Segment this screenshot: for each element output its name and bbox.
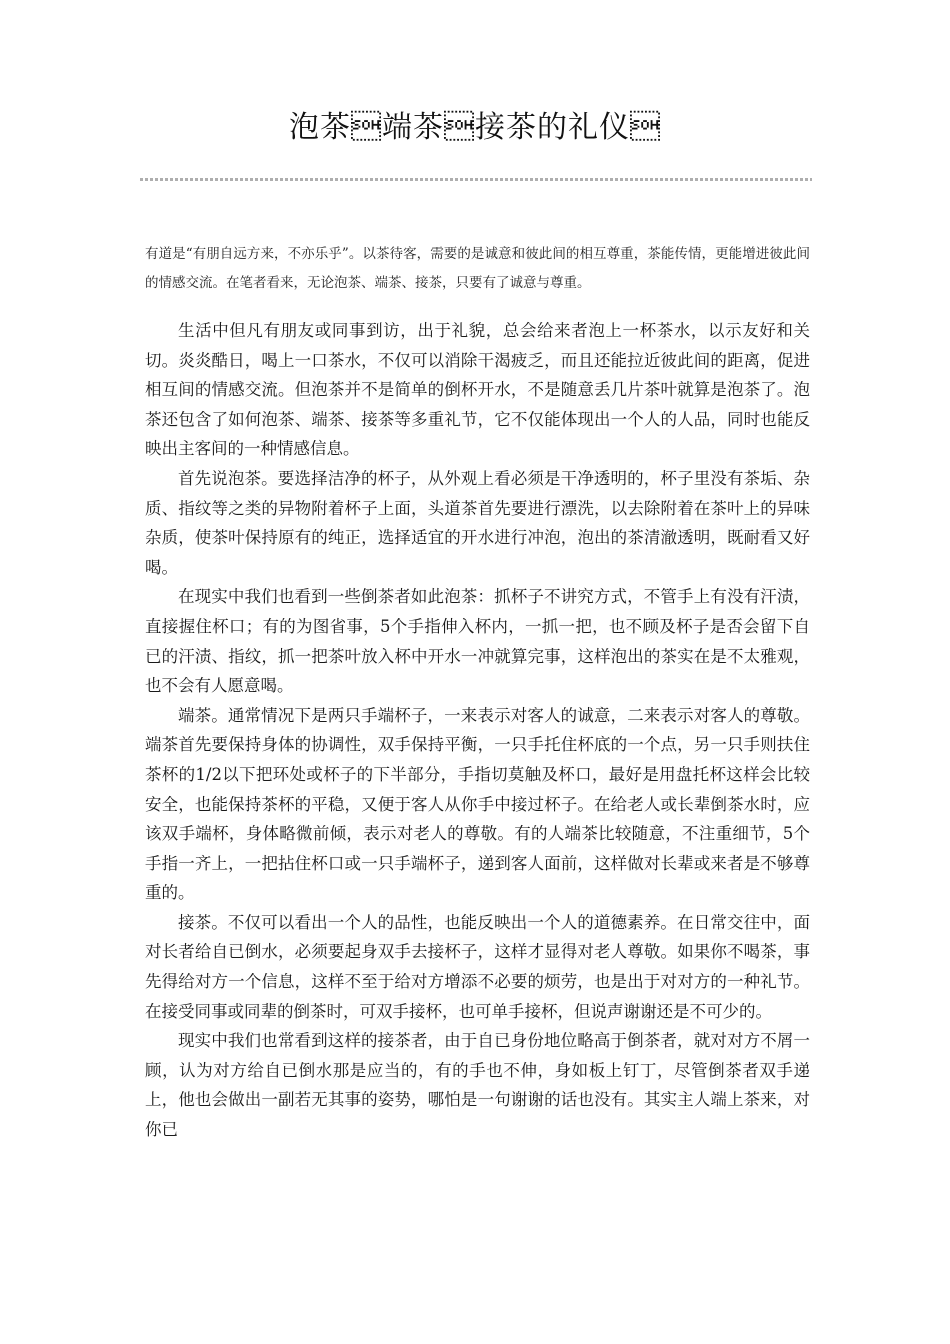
article-body [145,316,810,1145]
title-divider [140,178,812,181]
body-paragraph: 接茶。不仅可以看出一个人的品性，也能反映出一个人的道德素养。在日常交往中，面对长者给自已倒水，必须要起身双手去接杯子，这样才显得对老人尊敬。如果你不喝茶，事先得给对方一个信息，这样不至于给对方增添不必要的烦劳，也是出于对对方的一种礼节。在接受同事或同辈的倒茶时，可双手接杯，也可单手接杯，但说声谢谢还是不可少的。 [145,912,810,1021]
body-paragraph: 端茶。通常情况下是两只手端杯子，一来表示对客人的诚意，二来表示对客人的尊敬。端茶首先要保持身体的协调性，双手保持平衡，一只手托住杯底的一个点，另一只手则扶住茶杯的1/2以下把环处或杯子的下半部分，手指切莫触及杯口，最好是用盘托杯这样会比较安全，也能保持茶杯的平稳，又便于客人从你手中接过杯子。在给老人或长辈倒茶水时，应该双手端杯，身体略微前倾，表示对老人的尊敬。有的人端茶比较随意，不注重细节，5个手指一齐上，一把拈住杯口或一只手端杯子，递到客人面前，这样做对长辈或来者是不够尊重的。 [145,705,810,903]
body-paragraph: 现实中我们也常看到这样的接茶者，由于自已身份地位略高于倒茶者，就对对方不屑一顾，认为对方给自已倒水那是应当的，有的手也不伸，身如板上钉丁，尽管倒茶者双手递上，他也会做出一副若无其事的姿势，哪怕是一句谢谢的话也没有。其实主人端上茶来，对你已 [145,1031,810,1140]
body-paragraph: 首先说泡茶。要选择洁净的杯子，从外观上看必须是干净透明的，杯子里没有茶垢、杂质、指纹等之类的异物附着杯子上面，头道茶首先要进行漂洗，以去除附着在茶叶上的异味杂质，使茶叶保持原有的纯正，选择适宜的开水进行冲泡，泡出的茶清澈透明，既耐看又好喝。 [145,468,810,577]
body-paragraph: 生活中但凡有朋友或同事到访，出于礼貌，总会给来者泡上一杯茶水，以示友好和关切。炎炎酷日，喝上一口茶水，不仅可以消除干渴疲乏，而且还能拉近彼此间的距离，促进相互间的情感交流。但泡茶并不是简单的倒杯开水，不是随意丢几片茶叶就算是泡茶了。泡茶还包含了如何泡茶、端茶、接茶等多重礼节，它不仅能体现出一个人的人品，同时也能反映出主客间的一种情感信息。 [145,321,810,459]
summary-paragraph: 有道是“有朋自远方来，不亦乐乎”。以茶待客，需要的是诚意和彼此间的相互尊重，茶能传情，更能增进彼此间的情感交流。在笔者看来，无论泡茶、端茶、接茶，只要有了诚意与尊重。 [145,246,810,291]
body-paragraph: 在现实中我们也看到一些倒茶者如此泡茶：抓杯子不讲究方式，不管手上有没有汗渍，直接握住杯口；有的为图省事，5个手指伸入杯内，一抓一把，也不顾及杯子是否会留下自已的汗渍、指纹，抓一把茶叶放入杯中开水一冲就算完事，这样泡出的茶实在是不太雅观，也不会有人愿意喝。 [145,587,810,696]
page-title: 泡茶端茶接茶的礼仪 [289,110,661,145]
